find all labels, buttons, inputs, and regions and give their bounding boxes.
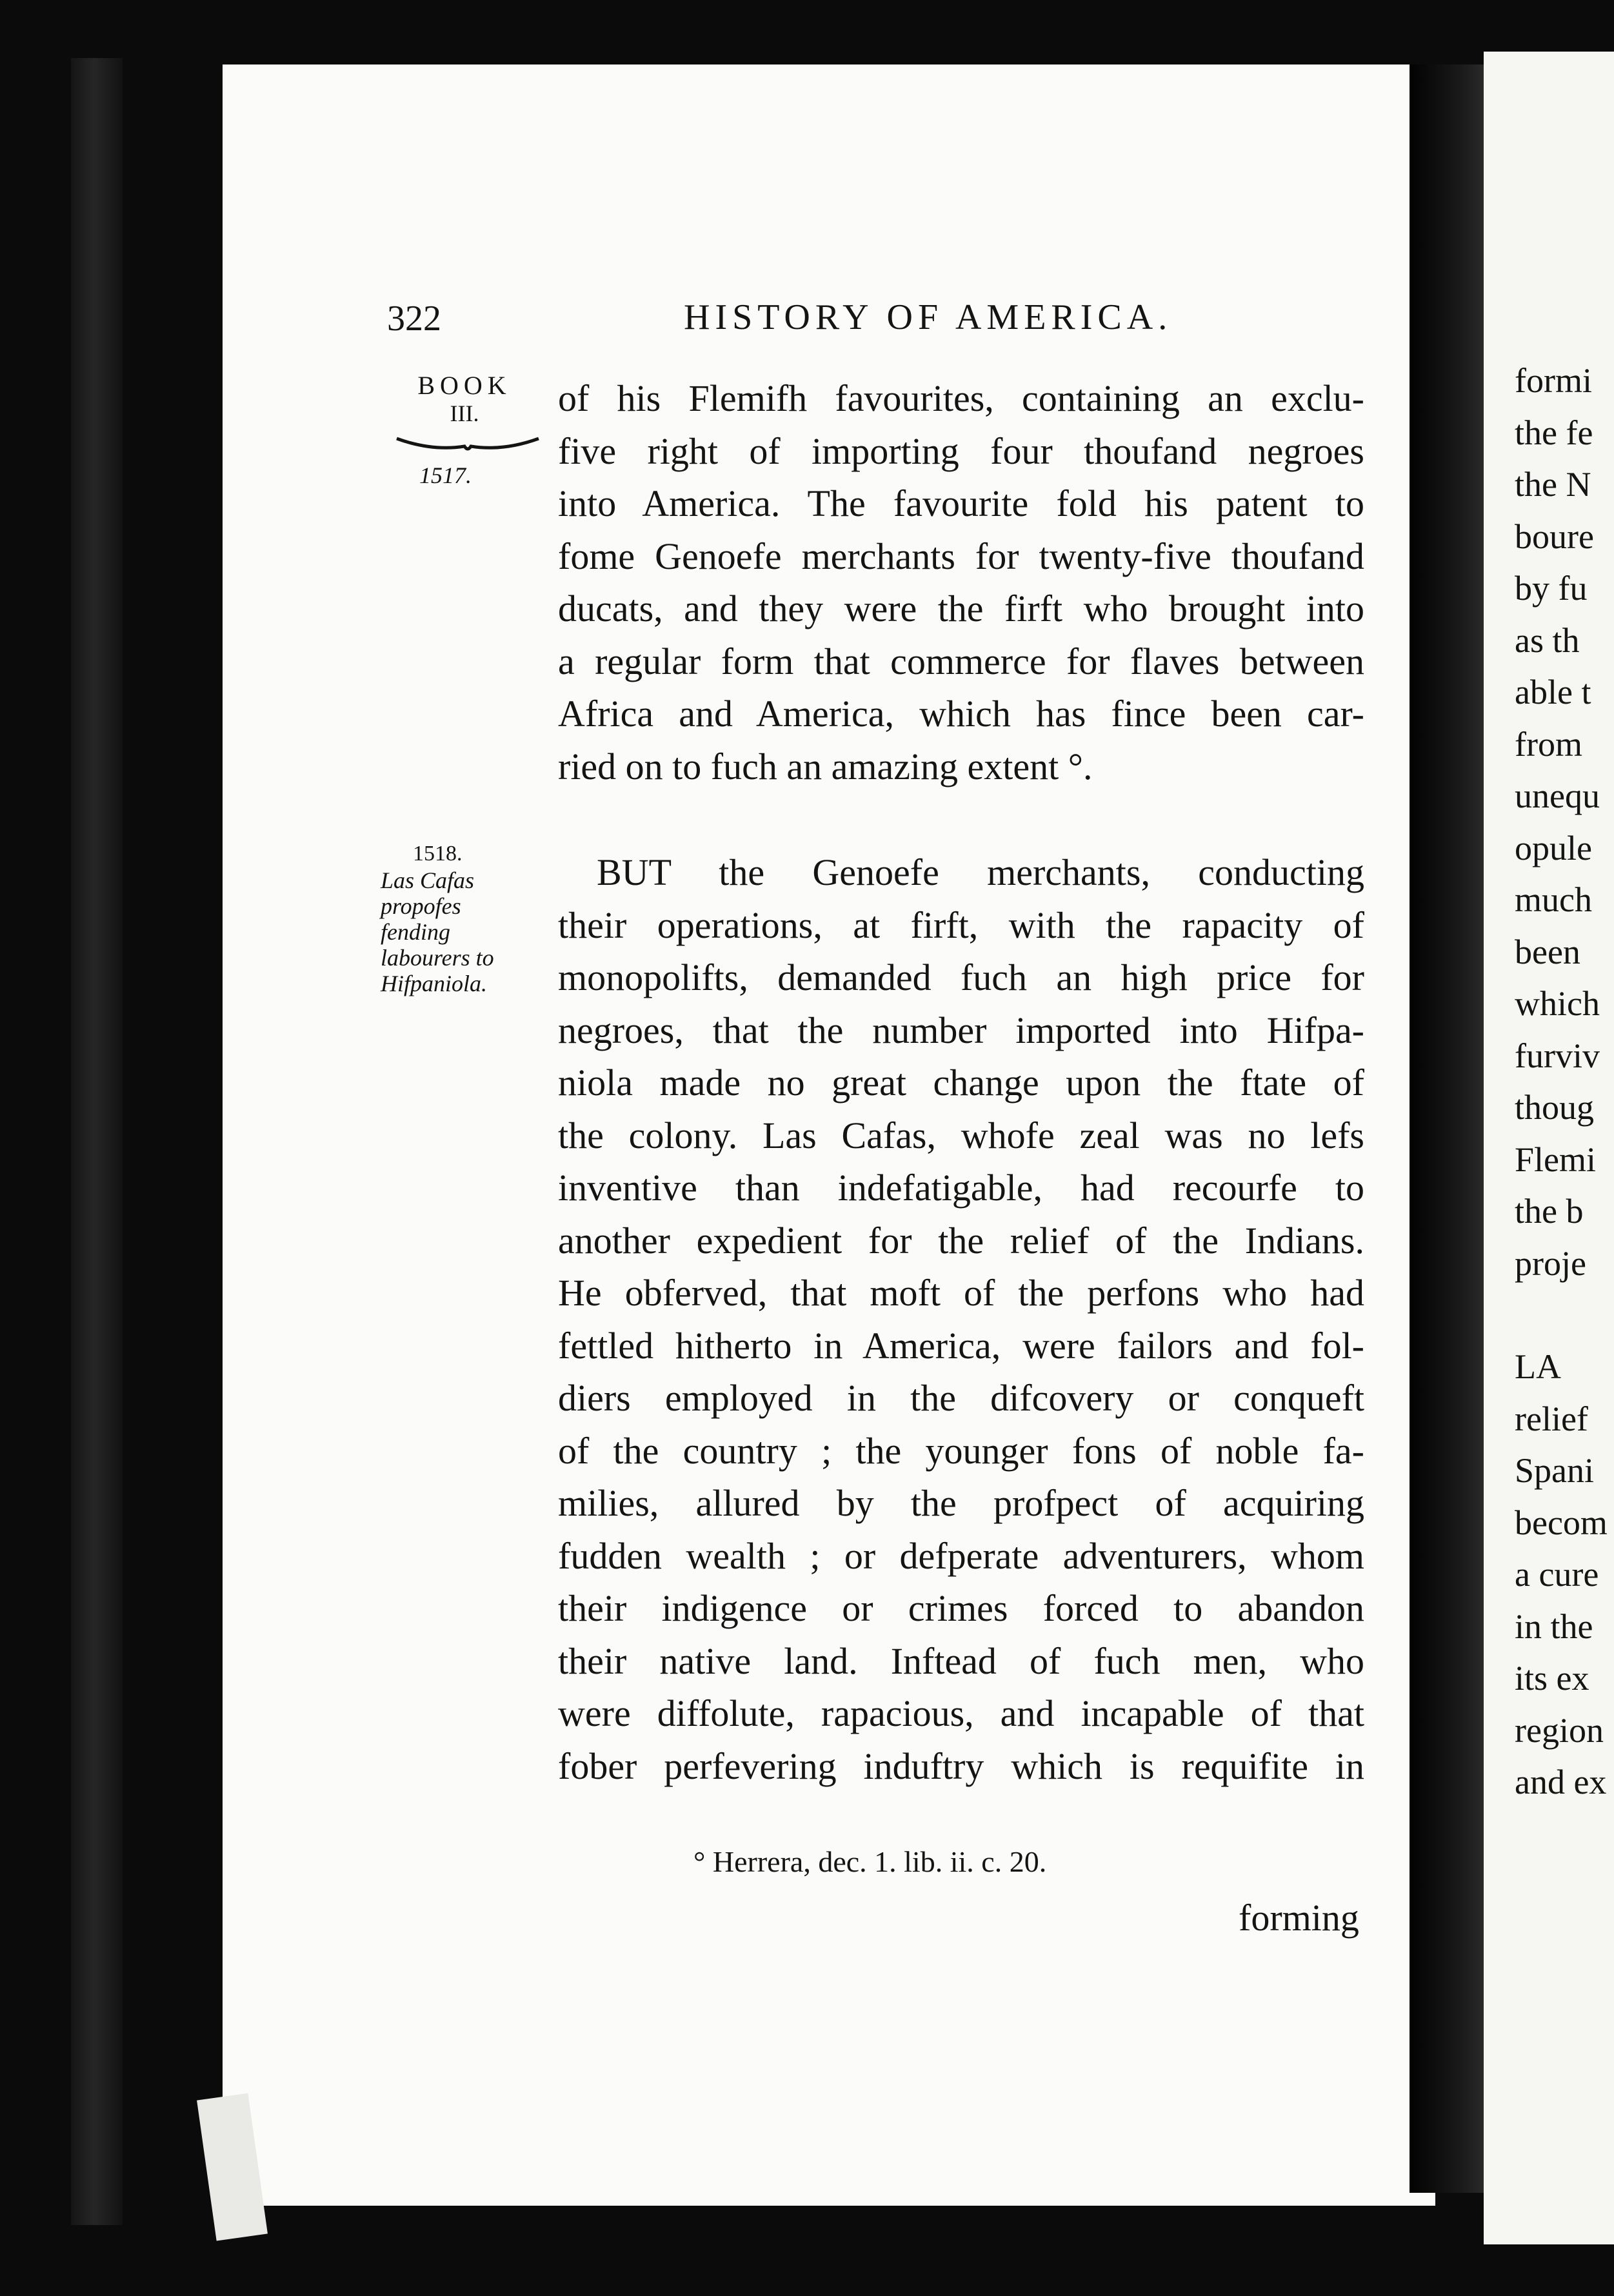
paragraph-1 xyxy=(558,372,1364,793)
text-line: of the country ; the younger fons of noble fa- xyxy=(558,1429,1364,1472)
facing-line: opule xyxy=(1515,828,1592,867)
text-line: Africa and America, which has fince been car- xyxy=(558,693,1364,735)
book-label: BOOK xyxy=(417,371,512,400)
facing-gap xyxy=(1515,1289,1614,1341)
facing-line: boure xyxy=(1515,517,1594,556)
text-line: ducats, and they were the firft who brought into xyxy=(558,588,1364,629)
facing-line: the b xyxy=(1515,1192,1584,1231)
text-line: He obferved, that moft of the perfons who had xyxy=(558,1272,1364,1314)
text-line: into America. The favourite fold his patent to xyxy=(558,482,1364,524)
margin-year-1518: 1518. xyxy=(413,842,463,866)
facing-line: LA xyxy=(1515,1347,1561,1386)
text-line: fober perfevering induftry which is requifite in xyxy=(558,1745,1364,1787)
text-line: another expedient for the relief of the Indians. xyxy=(558,1219,1364,1262)
text-line: inventive than indefatigable, had recourfe to xyxy=(558,1167,1364,1209)
catchword: forming xyxy=(1239,1897,1359,1939)
footnote: ° Herrera, dec. 1. lib. ii. c. 20. xyxy=(693,1845,1047,1878)
facing-line: becom xyxy=(1515,1503,1608,1542)
facing-line: from xyxy=(1515,724,1582,764)
marginal-note xyxy=(381,867,535,996)
text-line: niola made no great change upon the ftate of xyxy=(558,1062,1364,1103)
margin-year-1517: 1517. xyxy=(419,462,472,488)
text-line: their indigence or crimes forced to abandon xyxy=(558,1587,1364,1629)
facing-line: thoug xyxy=(1515,1088,1595,1127)
facing-line: the N xyxy=(1515,465,1591,504)
sidenote-line: fending xyxy=(381,919,450,945)
facing-line: its ex xyxy=(1515,1659,1589,1697)
sidenote-line: propofes xyxy=(381,893,461,919)
text-line: BUT the Genoefe merchants, conducting xyxy=(597,851,1364,893)
text-line: fettled hitherto in America, were failors and fol- xyxy=(558,1324,1364,1367)
text-line: the colony. Las Cafas, whofe zeal was no lefs xyxy=(558,1114,1364,1156)
text-line: ried on to fuch an amazing extent °. xyxy=(558,745,1093,787)
brace-ornament xyxy=(394,432,542,458)
facing-line: much xyxy=(1515,880,1592,919)
facing-line: as th xyxy=(1515,620,1580,660)
facing-line: relief xyxy=(1515,1399,1588,1438)
text-line: monopolifts, demanded fuch an high price for xyxy=(558,956,1364,998)
facing-line: proje xyxy=(1515,1243,1586,1283)
facing-line: Spani xyxy=(1515,1451,1595,1490)
book-number: III. xyxy=(450,401,479,426)
facing-line: which xyxy=(1515,984,1600,1023)
facing-line: Flemi xyxy=(1515,1140,1597,1179)
paragraph-2 xyxy=(558,846,1364,1792)
facing-line: unequ xyxy=(1515,777,1600,815)
facing-line: in the xyxy=(1515,1607,1593,1646)
facing-line: by fu xyxy=(1515,569,1588,608)
facing-line: furviv xyxy=(1515,1036,1600,1075)
page-number: 322 xyxy=(387,299,441,339)
text-line: negroes, that the number imported into Hifpa- xyxy=(558,1009,1364,1051)
facing-line: a cure xyxy=(1515,1555,1599,1594)
sidenote-line: Hifpaniola. xyxy=(381,971,488,996)
facing-line: been xyxy=(1515,932,1580,971)
facing-line: and ex xyxy=(1515,1763,1607,1801)
text-line: their native land. Inftead of fuch men, who xyxy=(558,1639,1364,1682)
facing-line: the fe xyxy=(1515,413,1593,452)
facing-page-text xyxy=(1515,355,1614,1808)
facing-line: formi xyxy=(1515,361,1592,400)
running-title: HISTORY OF AMERICA. xyxy=(684,297,1173,337)
text-line: were diffolute, rapacious, and incapable of that xyxy=(558,1692,1364,1734)
book-gutter xyxy=(1410,64,1484,2193)
text-line: milies, allured by the profpect of acquiring xyxy=(558,1482,1364,1524)
text-line: fome Genoefe merchants for twenty-five thoufand xyxy=(558,535,1364,577)
text-line: five right of importing four thoufand negroes xyxy=(558,430,1364,472)
book-spine-left xyxy=(71,58,123,2225)
text-line: their operations, at firft, with the rapacity of xyxy=(558,904,1364,946)
facing-line: able t xyxy=(1515,673,1591,711)
sidenote-line: Las Cafas xyxy=(381,867,475,893)
sidenote-line: labourers to xyxy=(381,945,494,971)
text-line: a regular form that commerce for flaves between xyxy=(558,640,1364,682)
facing-line: region xyxy=(1515,1710,1604,1750)
text-line: fudden wealth ; or defperate adventurers, whom xyxy=(558,1534,1364,1577)
text-line: of his Flemifh favourites, containing an exclu- xyxy=(558,377,1364,419)
text-line: diers employed in the difcovery or conqueft xyxy=(558,1377,1364,1419)
